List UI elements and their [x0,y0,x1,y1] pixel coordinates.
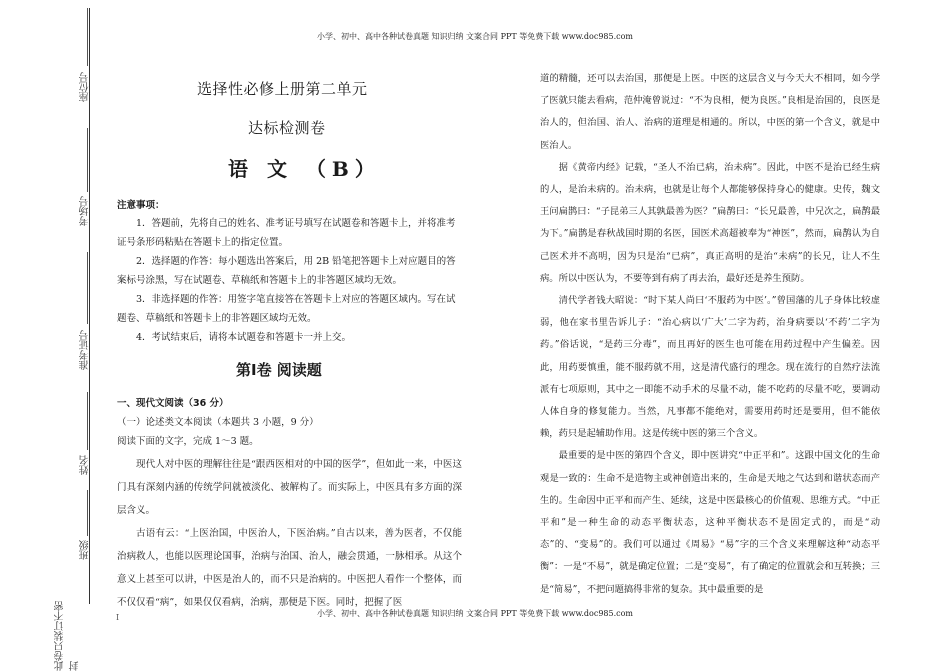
admission-number-label: 准考证号 [80,330,91,370]
class-label: 班级 [80,540,91,560]
page-footer: 小学、初中、高中各种试卷真题 知识归纳 文案合同 PPT 等免费下载 www.doc985.com [316,609,634,618]
passage-paragraph: 据《黄帝内经》记载，“圣人不治已病，治未病”。因此，中医不是治已经生病的人，是治未病的。治未病，也就是让每个人都能够保持身心的健康。史传，魏文王问扁鹊曰：“子昆弟三人其孰最善为医？”扁鹊曰：“长兄最善，中兄次之，扁鹊最为下。”扁鹊是春秋战国时期的名医，国医术高超被奉为“神医”，然而，扁鹊认为自己医术并不高明，因为只是治“已病”，真正高明的是治“未病”的长兄，让人不生病。所以中医认为，不要等到有病了再去治，最好还是养生预防。 [540,161,880,284]
exam-title-line1: 选择性必修上册第二单元 [197,80,368,98]
note-item: 3．非选择题的作答：用签字笔直接答在答题卡上对应的答题区域内。写在试题卷、草稿纸和答题卡上的非答题区域均无效。 [117,294,456,324]
reading-instruction: 阅读下面的文字，完成 1～3 题。 [117,436,259,447]
name-blank [87,392,88,450]
exam-subject-title: 语 文 （B） [228,157,381,181]
notes-heading: 注意事项： [117,200,165,211]
passage-paragraph: 古语有云：“上医治国，中医治人，下医治病。”自古以来，善为医者，不仅能治病救人，也能以医理论国事，治病与治国、治人，融会贯通，一脉相承。从这个意义上甚至可以讲，中医是治人的，而不只是治病的。中医把人看作一个整体，而不仅仅看“病”，如果仅仅看病，治病，那便是下医。同时，把握了医 [117,528,462,608]
passage-left-column [117,453,462,614]
passage-paragraph: 道的精髓，还可以去治国，那便是上医。中医的这层含义与今天大不相同，如今学了医就只能去看病，范仲淹曾说过：“不为良相，便为良医。”良相是治国的，良医是治人的，但治国、治人、治病的道理是相通的。所以，中医的第一个含义，就是中医治人。 [540,73,880,151]
note-item: 2．选择题的作答：每小题选出答案后，用 2B 铅笔把答题卡上对应题目的答案标号涂黑，写在试题卷、草稿纸和答题卡上的非答题区域均无效。 [117,256,456,286]
passage-paragraph: 清代学者钱大昭说：“时下某人尚曰‘不服药为中医’。”曾国藩的儿子身体比较虚弱，他在家书里告诉儿子：“治心病以‘广大’二字为药，治身病要以‘不药’二字为药。”俗话说，“是药三分毒”，而且再好的医生也可能在用药过程中产生偏差。因此，用药要慎重，能不服药就不用，这是清代盛行的理念。现在流行的自然疗法流派有七项原则，其中之一即能不动手术的尽量不动，能不吃药的尽量不吃，要调动人体自身的修复能力。当然，凡事都不能绝对，需要用药时还是要用，但不能依赖，药只是起辅助作用。这是传统中医的第三个含义。 [540,295,880,440]
exam-room-label: 考场号 [80,196,91,226]
notes-list [117,214,462,347]
passage-right-column [540,68,880,601]
section-title: 第Ⅰ卷 阅读题 [236,361,322,379]
passage-paragraph: 最重要的是中医的第四个含义，即中医讲究“中正平和”。这跟中国文化的生命观是一致的：生命不是造物主或神创造出来的，生命是天地之气达到和谐状态而产生的。生命因中正平和而产生、延续，这是中医最核心的价值观、思维方式。“中正平和”是一种生命的动态平衡状态，这种平衡状态不是固定式的，而是“动态”的、“变易”的。我们可以通过《周易》“易”字的三个含义来理解这种“动态平衡”：一是“不易”，就是确定位置；二是“变易”，有了确定的位置就会和互转换；三是“简易”，不把问题搞得非常的复杂。其中最重要的是 [540,450,880,595]
name-label: 姓名 [80,455,91,475]
admission-number-blank [87,252,88,324]
exam-room-blank [87,128,88,192]
seat-number-label: 座位号 [80,72,91,102]
subsection-title: （一）论述类文本阅读（本题共 3 小题，9 分） [117,417,319,428]
footer-page-mark: I [116,613,120,622]
passage-paragraph: 现代人对中医的理解往往是“跟西医相对的中国的医学”，但如此一来，中医这门具有深刻内涵的传统学问就被淡化、被解构了。而实际上，中医具有多方面的深层含义。 [117,459,462,516]
part-title: 一、现代文阅读（36 分） [117,398,229,409]
exam-title-line2: 达标检测卷 [248,119,326,137]
note-item: 1．答题前，先将自己的姓名、准考证号填写在试题卷和答题卡上，并将准考证号条形码粘贴在答题卡上的指定位置。 [117,218,456,248]
class-blank [87,490,88,536]
seal-notice: 此卷只装订不密封 [55,601,81,671]
page-header: 小学、初中、高中各种试卷真题 知识归纳 文案合同 PPT 等免费下载 www.doc985.com [316,32,634,41]
seat-number-blank [87,8,88,66]
note-item: 4．考试结束后，请将本试题卷和答题卡一并上交。 [136,332,352,343]
